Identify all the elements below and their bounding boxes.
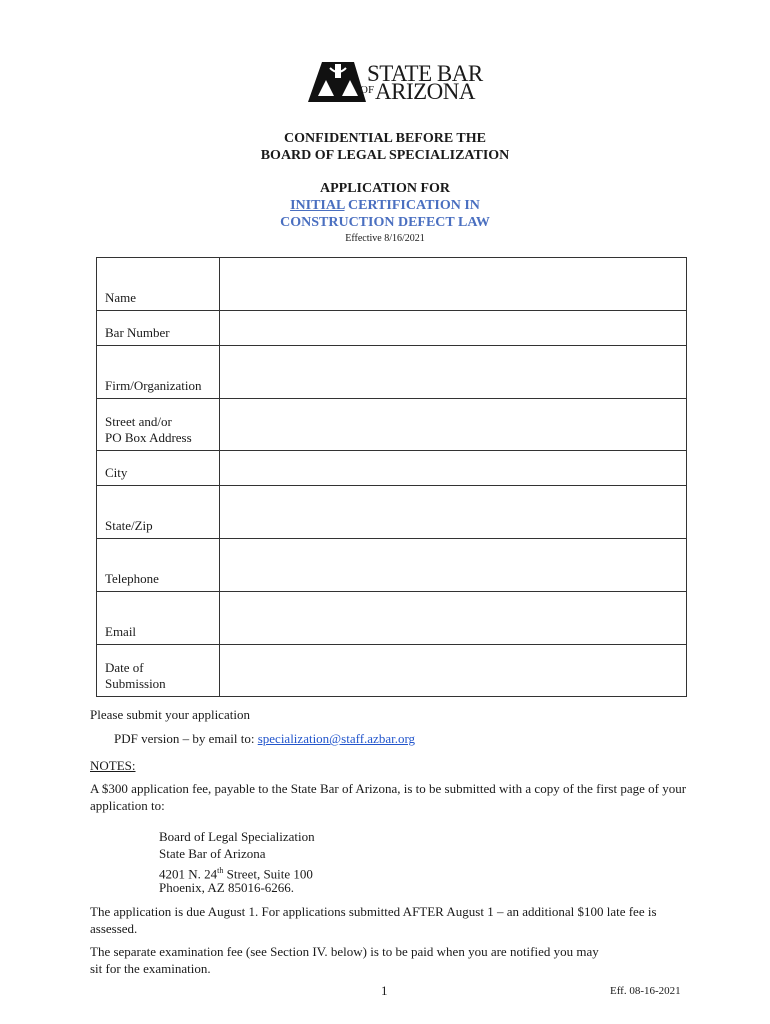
form-row xyxy=(97,486,687,539)
notes-due-text: The application is due August 1. For applications submitted AFTER August 1 – an additional $100 late fee is assessed. xyxy=(90,904,657,936)
form-row-label: Name xyxy=(97,258,220,311)
initial-label: INITIAL xyxy=(290,198,345,213)
form-row-label: Firm/Organization xyxy=(97,346,220,399)
submit-intro: Please submit your application xyxy=(90,707,250,722)
form-row xyxy=(97,258,687,311)
form-row-value-field[interactable] xyxy=(220,645,687,697)
address-line3-sup: th xyxy=(217,866,224,875)
form-row xyxy=(97,346,687,399)
form-row-label: Email xyxy=(97,592,220,645)
form-row-value-field[interactable] xyxy=(220,451,687,486)
submit-pdf-prefix: PDF version – by email to: xyxy=(114,731,258,746)
address-line1: Board of Legal Specialization xyxy=(159,829,315,844)
form-row-value-field[interactable] xyxy=(220,592,687,645)
notes-fee-text: A $300 application fee, payable to the State Bar of Arizona, is to be submitted with a copy of the first page of your application to: xyxy=(90,781,687,813)
form-row xyxy=(97,451,687,486)
form-row-label: Date of Submission xyxy=(97,645,220,697)
notes-heading: NOTES: xyxy=(90,758,136,773)
form-row-value-field[interactable] xyxy=(220,539,687,592)
submission-email-link[interactable]: specialization@staff.azbar.org xyxy=(257,731,416,746)
header-line2: BOARD OF LEGAL SPECIALIZATION xyxy=(260,148,510,163)
form-row-value-field[interactable] xyxy=(220,486,687,539)
form-row-label: Bar Number xyxy=(97,311,220,346)
logo-text-line1: STATE BAR xyxy=(367,61,483,86)
logo-text-of: OF xyxy=(360,84,375,96)
form-row xyxy=(97,311,687,346)
effective-date: Effective 8/16/2021 xyxy=(345,233,425,244)
logo-text-line2: ARIZONA xyxy=(375,79,475,104)
address-line4: Phoenix, AZ 85016-6266. xyxy=(159,880,295,895)
header-line1: CONFIDENTIAL BEFORE THE xyxy=(283,131,486,146)
form-row-label: State/Zip xyxy=(97,486,220,539)
form-row-value-field[interactable] xyxy=(220,258,687,311)
form-row xyxy=(97,592,687,645)
application-title: APPLICATION FOR xyxy=(319,181,451,196)
form-row-label: Telephone xyxy=(97,539,220,592)
footer-effective: Eff. 08-16-2021 xyxy=(610,985,681,997)
certification-line xyxy=(0,197,770,214)
submit-pdf-line xyxy=(114,730,415,747)
certification-in-label: CERTIFICATION IN xyxy=(344,198,480,213)
notes-exam-text: The separate examination fee (see Section IV. below) is to be paid when you are notified you may sit for the examination. xyxy=(90,944,599,976)
form-row xyxy=(97,645,687,697)
form-row-value-field[interactable] xyxy=(220,399,687,451)
form-row xyxy=(97,539,687,592)
form-row-label: City xyxy=(97,451,220,486)
form-row-label: Street and/or PO Box Address xyxy=(97,399,220,451)
specialty-area: CONSTRUCTION DEFECT LAW xyxy=(280,215,490,230)
form-row xyxy=(97,399,687,451)
address-line3-pre: 4201 N. 24 xyxy=(159,866,218,882)
form-row-value-field[interactable] xyxy=(220,346,687,399)
state-bar-emblem-icon xyxy=(308,60,368,104)
address-line2: State Bar of Arizona xyxy=(159,846,266,861)
form-row-value-field[interactable] xyxy=(220,311,687,346)
applicant-info-table xyxy=(96,257,687,697)
page-number: 1 xyxy=(381,983,388,998)
address-line3-post: Street, Suite 100 xyxy=(223,866,313,882)
